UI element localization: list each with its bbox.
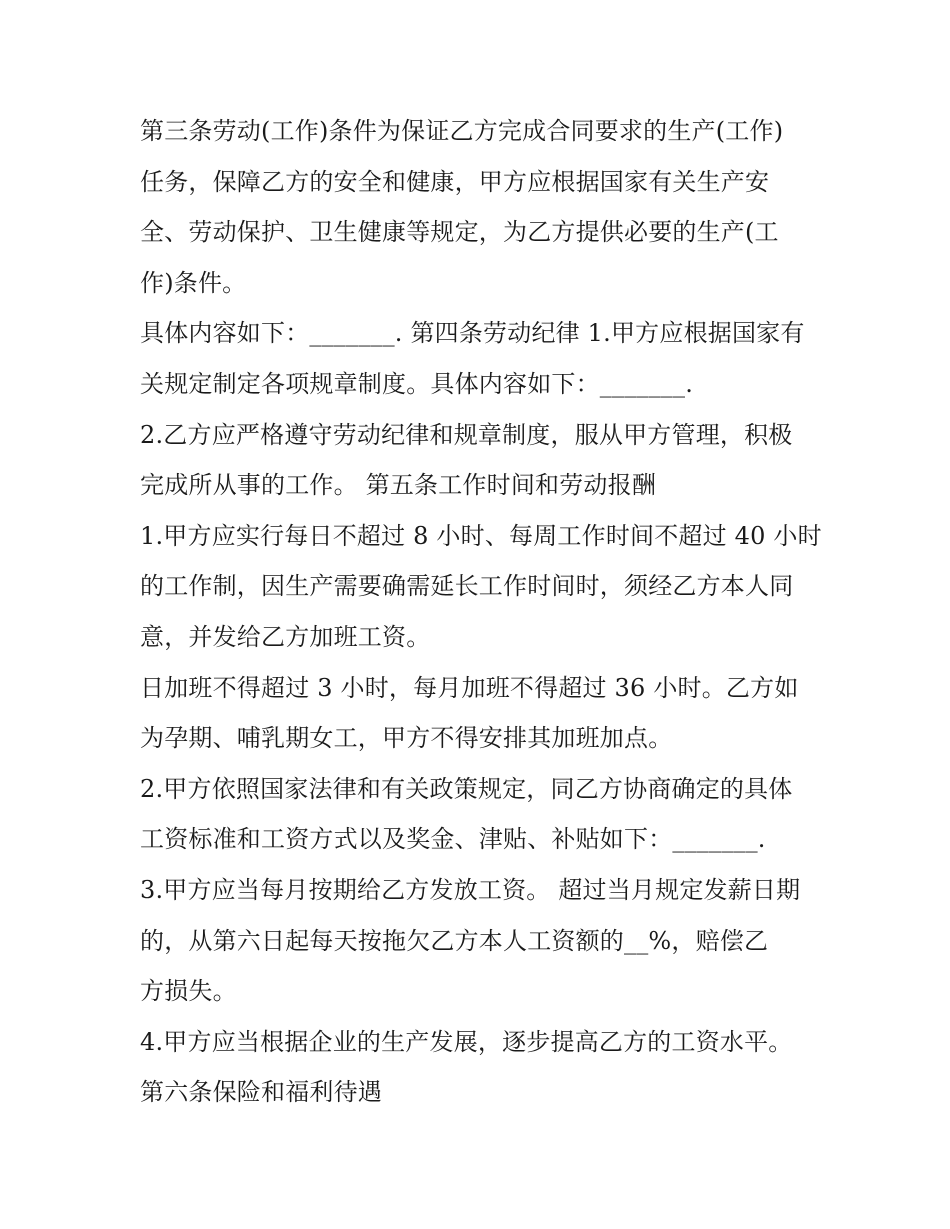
text-line: 任务，保障乙方的安全和健康，甲方应根据国家有关生产安 — [140, 167, 770, 196]
text-line: 2.乙方应严格遵守劳动纪律和规章制度，服从甲方管理，积极 — [140, 420, 793, 449]
text-line: 意，并发给乙方加班工资。 — [140, 622, 431, 651]
text-line: 的工作制，因生产需要确需延长工作时间时，须经乙方本人同 — [140, 572, 794, 601]
text-line: 为孕期、哺乳期女工，甲方不得安排其加班加点。 — [140, 724, 673, 753]
text-line: 第六条保险和福利待遇 — [140, 1078, 382, 1107]
text-line: 3.甲方应当每月按期给乙方发放工资。 超过当月规定发薪日期 — [140, 875, 801, 904]
text-line: 完成所从事的工作。 第五条工作时间和劳动报酬 — [140, 471, 657, 500]
text-line: 工资标准和工资方式以及奖金、津贴、补贴如下：_______. — [140, 825, 766, 854]
text-line: 第三条劳动(工作)条件为保证乙方完成合同要求的生产(工作) — [140, 117, 784, 145]
contract-text — [140, 106, 820, 1118]
text-line: 关规定制定各项规章制度。具体内容如下：_______. — [140, 369, 694, 398]
text-line: 方损失。 — [140, 977, 237, 1006]
text-line: 全、劳动保护、卫生健康等规定，为乙方提供必要的生产(工 — [140, 218, 779, 247]
text-line: 具体内容如下：_______. 第四条劳动纪律 1.甲方应根据国家有 — [140, 319, 805, 348]
text-line: 1.甲方应实行每日不超过 8 小时、每周工作时间不超过 40 小时 — [140, 521, 822, 550]
text-line: 2.甲方依照国家法律和有关政策规定，同乙方协商确定的具体 — [140, 774, 793, 803]
text-line: 日加班不得超过 3 小时，每月加班不得超过 36 小时。乙方如 — [140, 673, 799, 702]
text-line: 4.甲方应当根据企业的生产发展，逐步提高乙方的工资水平。 — [140, 1027, 793, 1056]
text-line: 的，从第六日起每天按拖欠乙方本人工资额的__%，赔偿乙 — [140, 926, 769, 955]
text-line: 作)条件。 — [140, 268, 247, 297]
